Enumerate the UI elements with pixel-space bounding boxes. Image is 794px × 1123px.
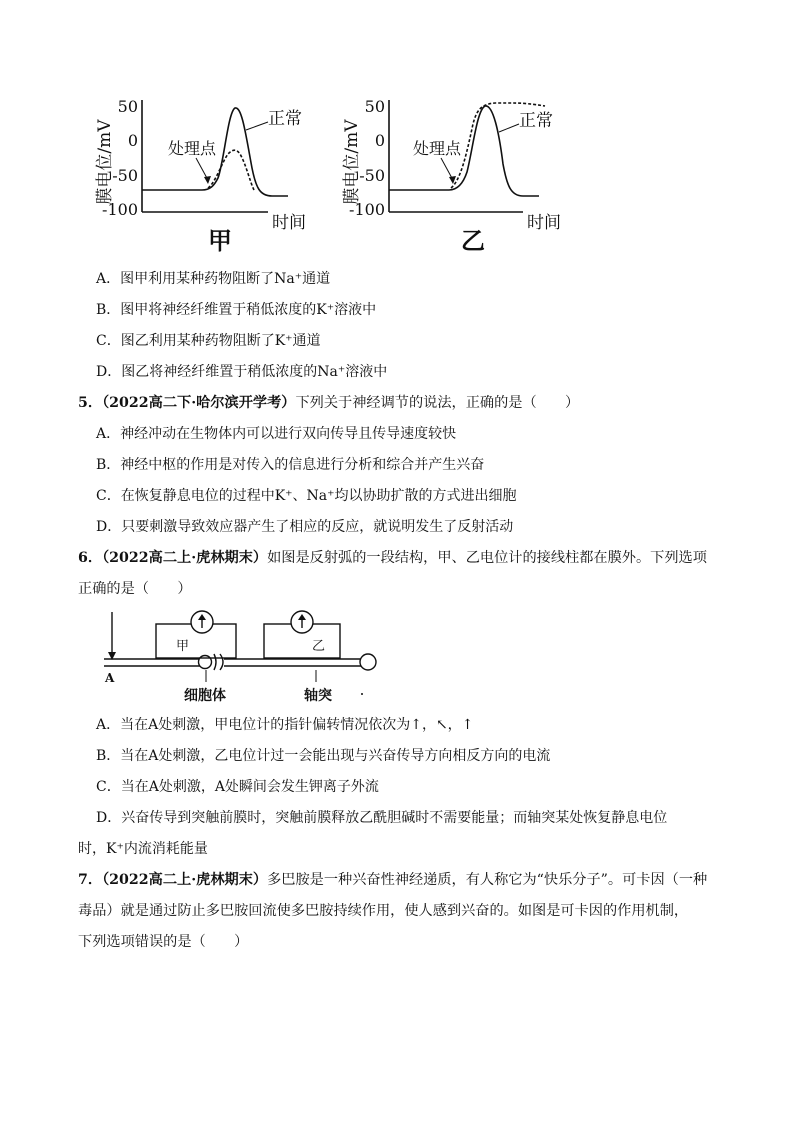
- meter-yi-label: 乙: [312, 639, 326, 654]
- q6-stem-line1: [78, 548, 707, 568]
- q7-stem-text: 多巴胺是一种兴奋性神经递质，有人称它为“快乐分子”。可卡因（一种: [267, 872, 708, 888]
- q4-option-c[interactable]: C．图乙利用某种药物阻断了K⁺通道: [96, 333, 321, 349]
- q7-stem-line1: [78, 870, 707, 890]
- q7-stem-line2: 毒品）就是通过防止多巴胺回流使多巴胺持续作用，使人感到兴奋的。如图是可卡因的作用机制，: [78, 903, 689, 919]
- q6-stem-text: 如图是反射弧的一段结构，甲、乙电位计的接线柱都在膜外。下列选项: [267, 550, 707, 566]
- graph-yi-tick-neg50: -50: [359, 166, 385, 185]
- q7-stem-line3: 下列选项错误的是（ ）: [78, 934, 249, 950]
- q7-number: 7．: [78, 872, 103, 888]
- graph-yi-tick-neg100: -100: [349, 200, 385, 219]
- q5-option-b[interactable]: B．神经中枢的作用是对传入的信息进行分析和综合并产生兴奋: [96, 457, 485, 473]
- graph-jia-normal-label: 正常: [268, 109, 302, 129]
- graph-jia-x-axis-label: 时间: [272, 213, 306, 233]
- graph-jia-caption: 甲: [208, 226, 232, 255]
- graph-jia-tick-neg100: -100: [102, 200, 138, 219]
- q5-option-d[interactable]: D．只要刺激导致效应器产生了相应的反应，就说明发生了反射活动: [96, 519, 514, 535]
- graph-yi-point-label: 处理点: [413, 139, 462, 158]
- axon-label: 轴突: [304, 688, 332, 704]
- q5-option-a[interactable]: A．神经冲动在生物体内可以进行双向传导且传导速度较快: [96, 426, 457, 442]
- graph-jia: [90, 92, 320, 257]
- graph-jia-tick-50: 50: [117, 97, 138, 116]
- graph-yi-y-axis-label: 膜电位/mV: [342, 119, 362, 205]
- graph-jia-tick-0: 0: [127, 131, 138, 150]
- q5-stem-text: 下列关于神经调节的说法，正确的是（ ）: [295, 395, 580, 411]
- q5-number: 5．: [78, 395, 103, 411]
- graph-yi-tick-0: 0: [374, 131, 385, 150]
- q5-option-c[interactable]: C．在恢复静息电位的过程中K⁺、Na⁺均以协助扩散的方式进出细胞: [96, 488, 517, 504]
- q6-option-d[interactable]: D．兴奋传导到突触前膜时，突触前膜释放乙酰胆碱时不需要能量；而轴突某处恢复静息电位: [96, 810, 668, 826]
- cell-body-label: 细胞体: [184, 688, 226, 704]
- graph-jia-tick-neg50: -50: [112, 166, 138, 185]
- q4-option-a[interactable]: A．图甲利用某种药物阻断了Na⁺通道: [96, 271, 331, 287]
- graph-yi-x-axis-label: 时间: [527, 213, 561, 233]
- graph-yi-tick-50: 50: [364, 97, 385, 116]
- q6-stem-line2: 正确的是（ ）: [78, 581, 192, 597]
- q6-number: 6．: [78, 550, 103, 566]
- q6-option-a[interactable]: A．当在A处刺激，甲电位计的指针偏转情况依次为↑，↖，↑: [96, 717, 474, 733]
- q6-option-d-line2: 时，K⁺内流消耗能量: [78, 841, 208, 857]
- q6-option-b[interactable]: B．当在A处刺激，乙电位计过一会能出现与兴奋传导方向相反方向的电流: [96, 748, 551, 764]
- q4-option-b[interactable]: B．图甲将神经纤维置于稍低浓度的K⁺溶液中: [96, 302, 377, 318]
- graph-yi-normal-label: 正常: [519, 111, 553, 131]
- point-a-label: A: [105, 671, 115, 685]
- graph-yi: [337, 92, 572, 257]
- q6-option-c[interactable]: C．当在A处刺激，A处瞬间会发生钾离子外流: [96, 779, 379, 795]
- q5-source: （2022高二下·哈尔滨开学考）: [102, 395, 296, 411]
- q5-stem: [78, 393, 579, 413]
- q7-source: （2022高二上·虎林期末）: [102, 872, 268, 888]
- graph-jia-y-axis-label: 膜电位/mV: [95, 119, 115, 205]
- graph-yi-caption: 乙: [461, 226, 485, 255]
- graph-jia-point-label: 处理点: [168, 139, 217, 158]
- q4-option-d[interactable]: D．图乙将神经纤维置于稍低浓度的Na⁺溶液中: [96, 364, 388, 380]
- reflex-arc-figure: [100, 608, 380, 708]
- meter-jia-label: 甲: [176, 639, 190, 654]
- q6-source: （2022高二上·虎林期末）: [102, 550, 268, 566]
- graph-yi-normal-curve: [389, 106, 539, 196]
